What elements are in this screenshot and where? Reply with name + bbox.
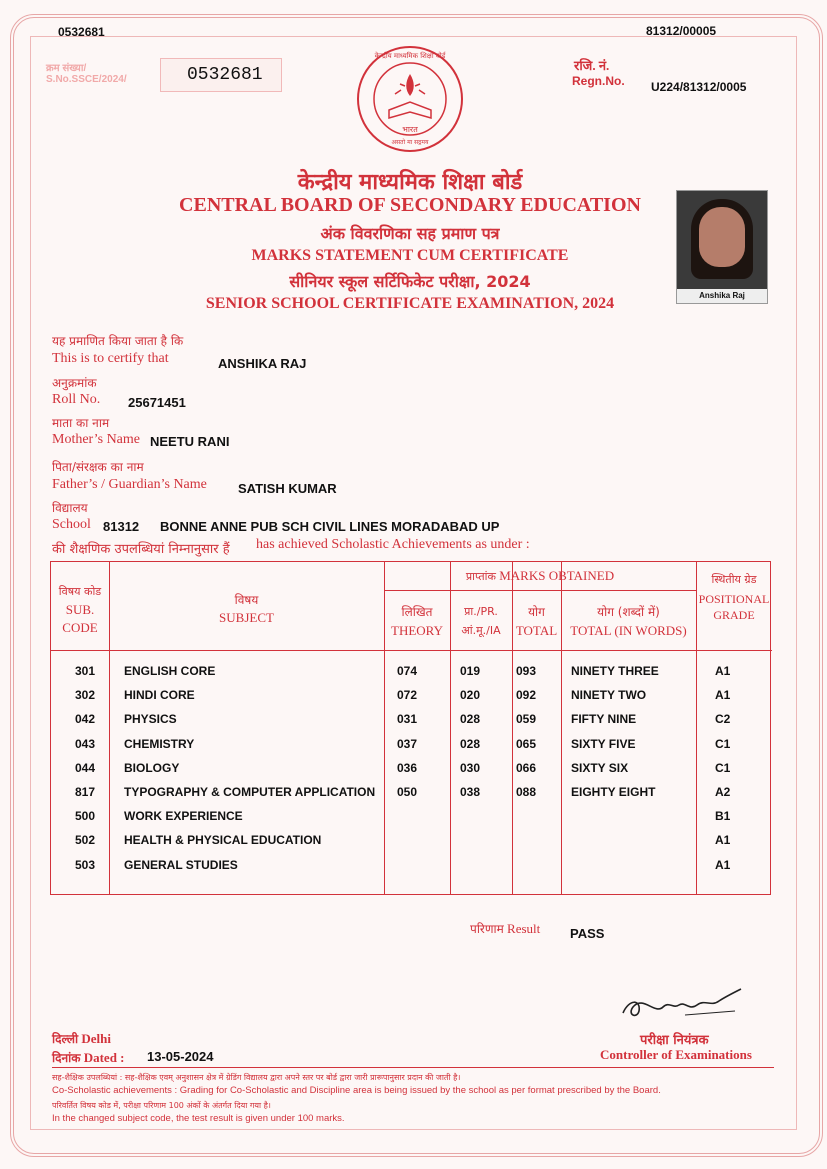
cell-subject: BIOLOGY <box>124 760 180 775</box>
regn-number: U224/81312/0005 <box>651 80 747 94</box>
col-total-hi: योग <box>528 605 545 619</box>
cell-words: NINETY THREE <box>571 664 659 678</box>
cell-subject: PHYSICS <box>124 712 177 727</box>
student-photo <box>676 190 768 304</box>
cell-code: 044 <box>75 760 96 775</box>
col-grade-en1: POSITIONAL <box>698 592 770 606</box>
cell-code: 817 <box>75 785 96 799</box>
table-row <box>51 781 772 805</box>
cell-theory: 031 <box>397 712 418 727</box>
cell-code: 042 <box>75 712 96 727</box>
serial-label-hi: क्रम संख्या/ <box>46 63 87 74</box>
cell-grade: B1 <box>715 809 731 824</box>
school-name: BONNE ANNE PUB SCH CIVIL LINES MORADABAD UP <box>160 519 500 534</box>
col-code-en2: CODE <box>62 620 98 635</box>
controller-signature <box>615 985 755 1030</box>
cell-total: 066 <box>516 760 537 775</box>
roll-number: 25671451 <box>128 395 186 410</box>
place-label <box>52 1030 111 1047</box>
student-name: ANSHIKA RAJ <box>218 356 307 371</box>
cell-subject: WORK EXPERIENCE <box>124 809 243 824</box>
regn-label-hi: रजि. नं. <box>574 58 610 73</box>
notes-divider <box>52 1067 774 1068</box>
result-label-en: Result <box>507 921 541 936</box>
table-row <box>51 854 772 878</box>
top-code: 81312/00005 <box>646 24 717 38</box>
controller-label-en: Controller of Examinations <box>600 1047 752 1062</box>
table-row <box>51 684 772 708</box>
cell-code: 043 <box>75 736 96 751</box>
cell-prac: 028 <box>460 712 481 727</box>
cell-prac: 028 <box>460 736 481 751</box>
emblem-top-text: केन्द्रीय माध्यमिक शिक्षा बोर्ड <box>374 52 446 60</box>
achieved-label-hi: की शैक्षणिक उपलब्धियां निम्नानुसार हैं <box>52 542 230 557</box>
photo-caption: Anshika Raj <box>677 289 767 303</box>
col-grade-en2: GRADE <box>713 608 755 622</box>
exam-title-hi: सीनियर स्कूल सर्टिफिकेट परीक्षा, 2024 <box>289 272 531 291</box>
result-value: PASS <box>570 926 605 941</box>
cell-prac: 030 <box>460 760 481 775</box>
table-row <box>51 757 772 781</box>
cell-total: 088 <box>516 785 537 799</box>
roll-label-en: Roll No. <box>52 392 101 407</box>
cell-subject: GENERAL STUDIES <box>124 857 238 872</box>
mother-label-hi: माता का नाम <box>52 416 110 430</box>
serial-number: 0532681 <box>187 65 263 85</box>
cell-subject: TYPOGRAPHY & COMPUTER APPLICATION <box>124 785 376 799</box>
col-subject-hi: विषय <box>234 593 259 607</box>
controller-label-hi: परीक्षा नियंत्रक <box>640 1033 709 1048</box>
note2-en: In the changed subject code, the test result is given under 100 marks. <box>52 1113 345 1124</box>
col-words-hi: योग (शब्दों में) <box>597 605 660 619</box>
school-label-en: School <box>52 517 91 532</box>
board-title-en: CENTRAL BOARD OF SECONDARY EDUCATION <box>179 194 641 216</box>
cbse-emblem-icon <box>355 44 465 154</box>
place-en: Delhi <box>81 1031 112 1046</box>
emblem-bottom-text: भारत <box>402 125 418 134</box>
cell-subject: HEALTH & PHYSICAL EDUCATION <box>124 833 322 848</box>
school-label-hi: विद्यालय <box>52 501 88 515</box>
cell-theory: 074 <box>397 664 418 678</box>
place-hi: दिल्ली <box>52 1032 79 1046</box>
col-prac-hi: प्रा./PR. <box>464 605 498 618</box>
marks-table <box>50 561 771 895</box>
certify-label-hi: यह प्रमाणित किया जाता है कि <box>52 334 184 348</box>
table-row <box>51 733 772 757</box>
table-row <box>51 660 772 684</box>
cell-prac: 019 <box>460 664 481 678</box>
col-grade-hi: स्थितीय ग्रेड <box>711 573 757 586</box>
col-code-en1: SUB. <box>65 602 95 617</box>
cell-grade: A2 <box>715 785 731 799</box>
board-title-hi: केन्द्रीय माध्यमिक शिक्षा बोर्ड <box>297 170 523 195</box>
date-label <box>52 1049 125 1066</box>
cell-total: 065 <box>516 736 537 751</box>
cell-grade: A1 <box>715 664 731 678</box>
top-serial: 0532681 <box>58 25 105 39</box>
cell-grade: A1 <box>715 833 731 848</box>
col-words-en: TOTAL (IN WORDS) <box>570 623 687 638</box>
col-code-hi: विषय कोड <box>58 585 102 598</box>
note2-hi: परिवर्तित विषय कोड में, परीक्षा परिणाम 100 अंकों के अंतर्गत दिया गया है। <box>52 1101 271 1110</box>
table-row <box>51 829 772 853</box>
cell-words: NINETY TWO <box>571 688 647 703</box>
table-row <box>51 708 772 732</box>
cell-code: 503 <box>75 857 96 872</box>
serial-box <box>160 58 282 92</box>
cell-words: EIGHTY EIGHT <box>571 785 656 799</box>
serial-label-en: S.No.SSCE/2024/ <box>46 74 127 85</box>
exam-title-en: SENIOR SCHOOL CERTIFICATE EXAMINATION, 2024 <box>205 295 615 312</box>
mother-name: NEETU RANI <box>150 434 230 449</box>
cell-prac: 038 <box>460 785 481 799</box>
cell-grade: C2 <box>715 712 731 727</box>
result-label <box>470 920 540 937</box>
cert-title-hi: अंक विवरणिका सह प्रमाण पत्र <box>320 224 500 243</box>
certify-label-en: This is to certify that <box>52 351 169 366</box>
col-theory-hi: लिखित <box>401 605 433 619</box>
date-label-en: Dated : <box>83 1050 125 1065</box>
cell-total: 059 <box>516 712 537 727</box>
result-label-hi: परिणाम <box>470 922 504 936</box>
col-marks-header <box>384 568 696 585</box>
father-label-en: Father’s / Guardian’s Name <box>52 477 207 492</box>
cell-words: SIXTY FIVE <box>571 736 636 751</box>
cell-words: SIXTY SIX <box>571 760 629 775</box>
cell-code: 500 <box>75 809 96 824</box>
cell-theory: 037 <box>397 736 418 751</box>
issue-date: 13-05-2024 <box>147 1049 214 1064</box>
cell-total: 093 <box>516 664 537 678</box>
father-label-hi: पिता/संरक्षक का नाम <box>52 460 144 474</box>
father-name: SATISH KUMAR <box>238 481 337 496</box>
cell-grade: A1 <box>715 688 731 703</box>
cell-grade: A1 <box>715 857 731 872</box>
school-code: 81312 <box>103 519 140 534</box>
date-label-hi: दिनांक <box>52 1051 81 1065</box>
roll-label-hi: अनुक्रमांक <box>52 376 97 390</box>
cbse-emblem <box>355 44 465 154</box>
regn-label-en: Regn.No. <box>572 74 625 88</box>
cell-theory: 072 <box>397 688 418 703</box>
mother-label-en: Mother’s Name <box>52 432 140 447</box>
photo-face <box>699 207 745 267</box>
col-marks-en: MARKS OBTAINED <box>499 568 615 583</box>
col-subject-en: SUBJECT <box>219 610 274 625</box>
signature-icon <box>615 985 755 1030</box>
cell-code: 302 <box>75 688 96 703</box>
col-prac-en: आं.मू./IA <box>461 624 501 637</box>
cell-subject: CHEMISTRY <box>124 736 195 751</box>
cell-subject: HINDI CORE <box>124 688 195 703</box>
cell-grade: C1 <box>715 760 731 775</box>
cell-grade: C1 <box>715 736 731 751</box>
cell-code: 301 <box>75 664 96 678</box>
note1-en: Co-Scholastic achievements : Grading for Co-Scholastic and Discipline area is being issued by the school as per format prescribed by the Board. <box>52 1085 661 1096</box>
cell-words: FIFTY NINE <box>571 712 637 727</box>
cell-code: 502 <box>75 833 96 848</box>
cell-total: 092 <box>516 688 537 703</box>
emblem-motto: असतो मा सद्गमय <box>391 139 429 146</box>
col-theory-en: THEORY <box>391 623 443 638</box>
note1-hi: सह-शैक्षिक उपलब्धियां : सह-शैक्षिक एवम् अनुशासन क्षेत्र में ग्रेडिंग विद्यालय द्वारा अपने स्तर पर बोर्ड द्वारा जारी प्रारूपानुसार प्रदान की जाती है। <box>52 1073 461 1082</box>
table-row <box>51 805 772 829</box>
col-total-en: TOTAL <box>515 623 558 638</box>
cell-theory: 036 <box>397 760 418 775</box>
cell-theory: 050 <box>397 785 418 799</box>
achieved-label-en: has achieved Scholastic Achievements as under : <box>256 537 530 552</box>
cell-prac: 020 <box>460 688 481 703</box>
col-marks-hi: प्राप्तांक <box>465 570 496 583</box>
cell-subject: ENGLISH CORE <box>124 664 216 678</box>
cert-title-en: MARKS STATEMENT CUM CERTIFICATE <box>251 247 569 264</box>
